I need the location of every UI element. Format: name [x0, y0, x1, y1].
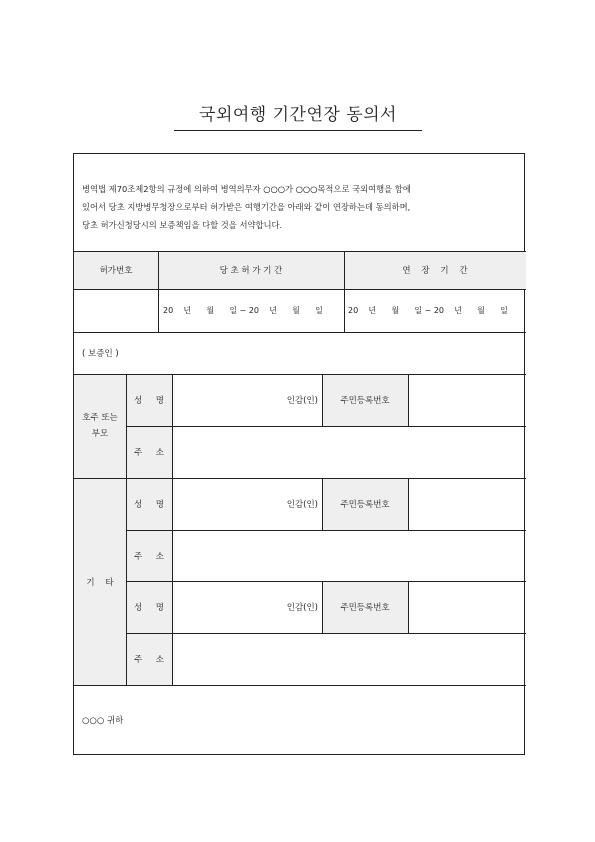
permit-number-field[interactable] — [74, 289, 158, 332]
name-seal-field[interactable]: 인감(인) — [286, 396, 318, 406]
household-head-or-parent-label: 호주 또는 부모 — [82, 413, 118, 439]
resident-number-field[interactable] — [408, 581, 526, 633]
name-label: 성 명 — [134, 500, 164, 510]
consent-statement — [82, 180, 522, 234]
name-seal-field[interactable]: 인감(인) — [286, 603, 318, 613]
address-field[interactable] — [172, 530, 526, 581]
name-seal-field[interactable]: 인감(인) — [286, 500, 318, 510]
extended-period-field[interactable]: 20 년 월 일 ~ 20 년 월 일 — [348, 306, 508, 315]
name-label: 성 명 — [134, 396, 164, 406]
other-guarantor-label: 기 타 — [86, 577, 114, 588]
original-period-header: 당 초 허 가 기 간 — [219, 266, 283, 276]
resident-number-field[interactable] — [408, 374, 526, 426]
name-label: 성 명 — [134, 603, 164, 613]
statement-line: 당초 허가신청당시의 보증책임을 다할 것을 서약합니다. — [82, 220, 283, 230]
original-period-field[interactable]: 20 년 월 일 ~ 20 년 월 일 — [163, 306, 323, 315]
addressee: ○○○ 귀하 — [82, 715, 124, 726]
extended-period-header: 연 장 기 간 — [402, 266, 468, 276]
resident-number-label: 주민등록번호 — [340, 500, 390, 510]
address-field[interactable] — [172, 426, 526, 478]
permit-number-header: 허가번호 — [99, 266, 133, 276]
address-label: 주 소 — [134, 551, 164, 562]
resident-number-label: 주민등록번호 — [340, 396, 390, 406]
address-label: 주 소 — [134, 655, 164, 665]
address-field[interactable] — [172, 633, 526, 685]
guarantor-label: ( 보증인 ) — [82, 349, 119, 359]
statement-line: 병역법 제70조제2항의 규정에 의하여 병역의무자 ○○○가 ○○○목적으로 국외여행을 함에 — [82, 184, 411, 194]
resident-number-field[interactable] — [408, 478, 526, 530]
resident-number-label: 주민등록번호 — [340, 603, 390, 613]
statement-line: 있어서 당초 지방병무청장으로부터 허가받은 여행기간을 아래와 같이 연장하는데 동의하며, — [82, 202, 411, 212]
consent-form — [73, 153, 525, 755]
address-label: 주 소 — [134, 448, 164, 458]
page-title: 국외여행 기간연장 동의서 — [174, 103, 422, 131]
